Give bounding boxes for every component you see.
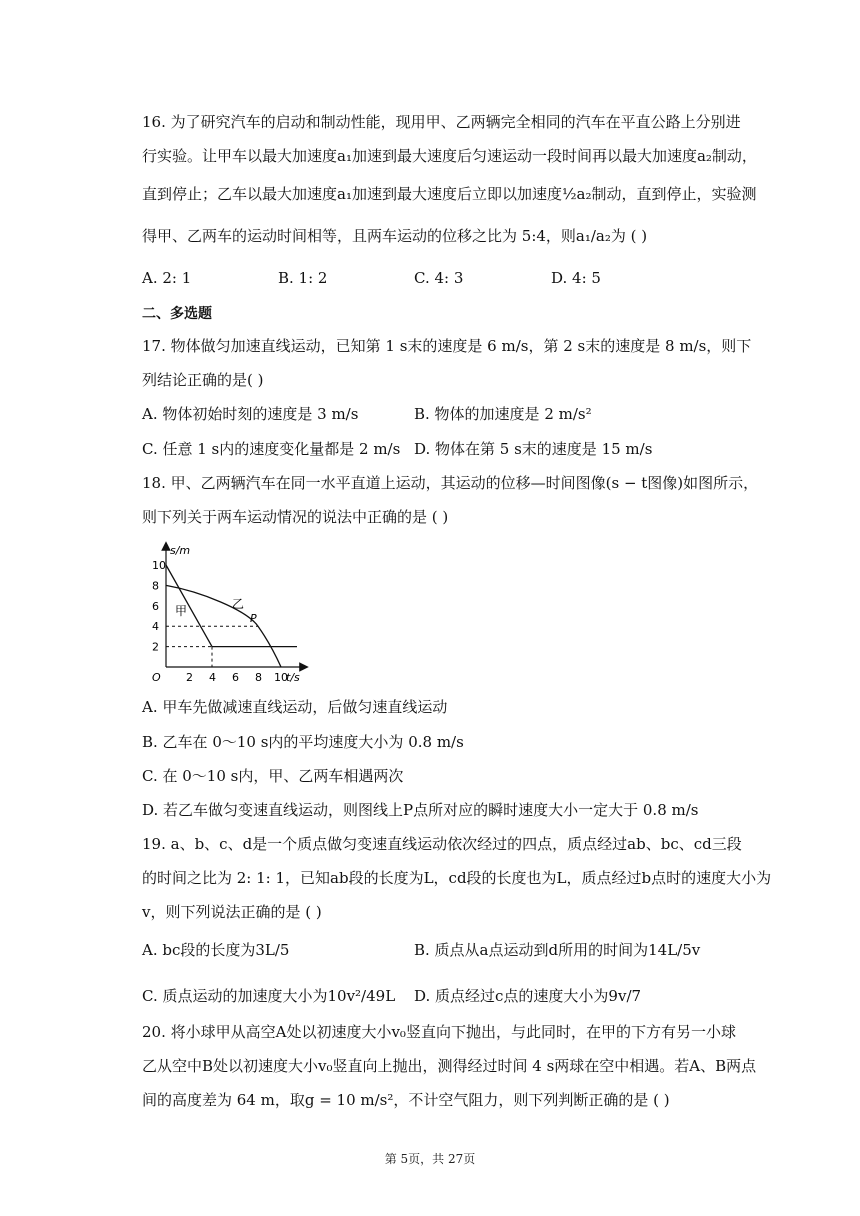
q18-line-1: 18. 甲、乙两辆汽车在同一水平直道上运动，其运动的位移—时间图像(s − t图像)如图所示， bbox=[142, 474, 759, 492]
y-axis-label: s/m bbox=[170, 544, 191, 557]
q17-option-c: C. 任意 1 s内的速度变化量都是 2 m/s bbox=[142, 440, 401, 458]
s-t-graph bbox=[140, 540, 310, 688]
q18-option-a: A. 甲车先做减速直线运动，后做匀速直线运动 bbox=[142, 698, 448, 716]
q17-line-1: 17. 物体做匀加速直线运动，已知第 1 s末的速度是 6 m/s，第 2 s末的速度是 8 m/s，则下 bbox=[142, 337, 752, 355]
x-tick-label: 2 bbox=[186, 671, 193, 684]
q18-option-b: B. 乙车在 0～10 s内的平均速度大小为 0.8 m/s bbox=[142, 733, 464, 751]
q16-option-a: A. 2: 1 bbox=[142, 269, 192, 287]
q19-line-1: 19. a、b、c、d是一个质点做匀变速直线运动依次经过的四点，质点经过ab、bc、cd三段 bbox=[142, 835, 742, 853]
x-tick-label: 4 bbox=[209, 671, 216, 684]
q16-line-2: 行实验。让甲车以最大加速度a₁加速到最大速度后匀速运动一段时间再以最大加速度a₂制动， bbox=[142, 147, 757, 165]
q18-line-2: 则下列关于两车运动情况的说法中正确的是 ( ) bbox=[142, 508, 449, 526]
y-tick-label: 10 bbox=[152, 559, 166, 572]
q18-option-c: C. 在 0～10 s内，甲、乙两车相遇两次 bbox=[142, 767, 404, 785]
q17-option-d: D. 物体在第 5 s末的速度是 15 m/s bbox=[414, 440, 653, 458]
q16-line-3: 直到停止；乙车以最大加速度a₁加速到最大速度后立即以加速度½a₂制动，直到停止，实验测 bbox=[142, 185, 757, 203]
y-tick-label: 6 bbox=[152, 599, 159, 613]
q17-line-2: 列结论正确的是( ) bbox=[142, 371, 264, 389]
q17-option-a: A. 物体初始时刻的速度是 3 m/s bbox=[142, 405, 359, 423]
x-tick-label: 10 bbox=[274, 671, 288, 684]
q20-line-2: 乙从空中B处以初速度大小v₀竖直向上抛出，测得经过时间 4 s两球在空中相遇。若A、B两点 bbox=[142, 1057, 757, 1075]
q20-line-1: 20. 将小球甲从高空A处以初速度大小v₀竖直向下抛出，与此同时，在甲的下方有另一小球 bbox=[142, 1023, 736, 1041]
y-tick-label: 4 bbox=[152, 620, 159, 634]
q19-option-c: C. 质点运动的加速度大小为10v²/49L bbox=[142, 987, 396, 1005]
q16-option-b: B. 1: 2 bbox=[278, 269, 328, 287]
q16-line-4: 得甲、乙两车的运动时间相等，且两车运动的位移之比为 5:4，则a₁/a₂为 ( ) bbox=[142, 227, 648, 245]
x-tick-label: 6 bbox=[232, 671, 239, 684]
q19-option-d: D. 质点经过c点的速度大小为9v/7 bbox=[414, 987, 642, 1005]
q16-line-1: 16. 为了研究汽车的启动和制动性能，现用甲、乙两辆完全相同的汽车在平直公路上分别进 bbox=[142, 113, 741, 131]
series-yi-curve bbox=[166, 585, 281, 667]
origin-label: O bbox=[152, 671, 161, 684]
page-footer: 第 5页，共 27页 bbox=[384, 1152, 476, 1166]
x-tick-labels bbox=[186, 671, 288, 684]
q16-option-d: D. 4: 5 bbox=[551, 269, 601, 287]
q19-line-2: 的时间之比为 2: 1: 1，已知ab段的长度为L，cd段的长度也为L，质点经过b点时的速度大小为 bbox=[142, 869, 772, 887]
q19-option-a: A. bc段的长度为3L/5 bbox=[142, 941, 290, 959]
section-heading: 二、多选题 bbox=[142, 306, 212, 322]
q17-option-b: B. 物体的加速度是 2 m/s² bbox=[414, 405, 592, 423]
label-jia: 甲 bbox=[175, 604, 188, 618]
label-yi: 乙 bbox=[232, 597, 245, 611]
y-tick-label: 2 bbox=[152, 640, 159, 654]
q19-line-3: v，则下列说法正确的是 ( ) bbox=[142, 903, 322, 921]
q18-option-d: D. 若乙车做匀变速直线运动，则图线上P点所对应的瞬时速度大小一定大于 0.8 m/s bbox=[142, 801, 699, 819]
y-tick-label: 8 bbox=[152, 579, 159, 593]
x-tick-label: 8 bbox=[255, 671, 262, 684]
q19-option-b: B. 质点从a点运动到d所用的时间为14L/5v bbox=[414, 941, 701, 959]
label-p: P bbox=[250, 612, 257, 625]
q20-line-3: 间的高度差为 64 m，取g = 10 m/s²，不计空气阻力，则下列判断正确的是 ( ) bbox=[142, 1091, 670, 1109]
x-axis-label: t/s bbox=[286, 671, 300, 684]
y-tick-labels bbox=[152, 559, 166, 654]
q16-option-c: C. 4: 3 bbox=[414, 269, 464, 287]
